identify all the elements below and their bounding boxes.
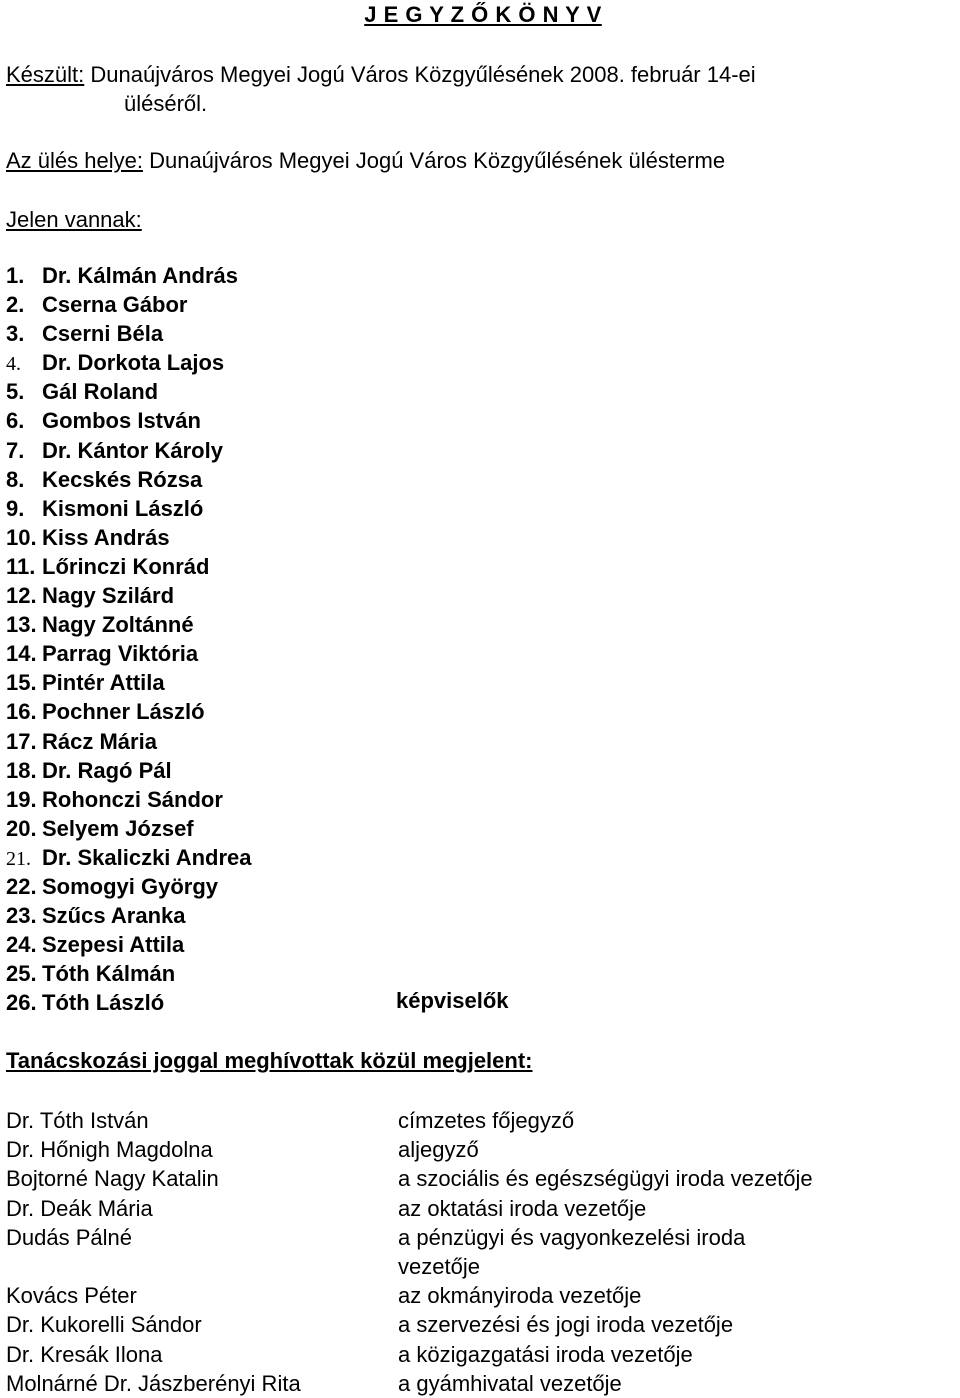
made-label: Készült: (6, 62, 85, 87)
list-item (6, 959, 252, 988)
representative-name: Selyem József (42, 815, 194, 841)
document-title: J E G Y Z Ő K Ö N Y V (364, 2, 602, 27)
invitee-row (6, 1310, 956, 1339)
list-item (6, 668, 252, 697)
list-number: 22. (6, 873, 37, 899)
list-item (6, 756, 252, 785)
invitee-row (6, 1340, 956, 1369)
list-item (6, 552, 252, 581)
list-item (6, 436, 252, 465)
invitee-role: a szervezési és jogi iroda vezetője (398, 1312, 734, 1338)
representative-name: Somogyi György (42, 873, 219, 899)
representative-name: Kismoni László (42, 495, 204, 521)
list-number: 14. (6, 641, 37, 667)
present-heading (6, 205, 142, 234)
invitee-row (6, 1164, 956, 1193)
invitee-row (6, 1135, 956, 1164)
invitee-role: vezetője (398, 1254, 480, 1280)
list-number: 5. (6, 379, 25, 405)
representatives-list (6, 261, 252, 1017)
list-number: 4. (6, 353, 21, 376)
invitee-role: a pénzügyi és vagyonkezelési iroda (398, 1224, 746, 1250)
invitee-name: Bojtorné Nagy Katalin (6, 1166, 219, 1192)
made-text-line1: Dunaújváros Megyei Jogú Város Közgyűlésének 2008. február 14-ei (84, 62, 756, 87)
list-number: 8. (6, 466, 25, 492)
place-text: Dunaújváros Megyei Jogú Város Közgyűlésének ülésterme (142, 148, 726, 173)
place-label: Az ülés helye: (6, 148, 143, 173)
invitees-list (6, 1106, 956, 1398)
invitee-name: Molnárné Dr. Jászberényi Rita (6, 1370, 301, 1396)
invitee-row (6, 1369, 956, 1398)
list-item (6, 901, 252, 930)
invitee-name: Dr. Kukorelli Sándor (6, 1312, 202, 1338)
representative-name: Nagy Zoltánné (42, 612, 194, 638)
representative-name: Dr. Kálmán András (42, 263, 239, 288)
list-number: 3. (6, 321, 25, 347)
representative-name: Pochner László (42, 699, 205, 725)
list-number: 13. (6, 612, 37, 638)
list-item (6, 610, 252, 639)
meeting-place (6, 146, 725, 175)
list-item (6, 290, 252, 319)
list-item (6, 872, 252, 901)
list-number: 25. (6, 961, 37, 987)
advisory-heading: Tanácskozási joggal meghívottak közül megjelent: (6, 1048, 533, 1073)
representative-name: Cserni Béla (42, 321, 164, 347)
representative-name: Tóth László (42, 990, 165, 1016)
representatives-role: képviselők (396, 988, 509, 1013)
invitee-name: Dudás Pálné (6, 1224, 132, 1250)
list-item (6, 581, 252, 610)
invitee-row (6, 1106, 956, 1135)
representative-name: Lőrinczi Konrád (42, 553, 210, 579)
representative-name: Szepesi Attila (42, 932, 185, 958)
representative-name: Tóth Kálmán (42, 961, 176, 987)
list-number: 17. (6, 728, 37, 754)
list-number: 16. (6, 699, 37, 725)
present-label: Jelen vannak: (6, 207, 142, 232)
list-item (6, 814, 252, 843)
representative-name: Szűcs Aranka (42, 903, 186, 929)
representative-name: Rohonczi Sándor (42, 786, 223, 812)
representative-name: Rácz Mária (42, 728, 157, 754)
representative-name: Kecskés Rózsa (42, 466, 203, 492)
list-item (6, 639, 252, 668)
made-paragraph (6, 60, 956, 118)
invitee-name: Dr. Kresák Ilona (6, 1341, 163, 1367)
list-item (6, 523, 252, 552)
list-number: 6. (6, 408, 25, 434)
representative-name: Dr. Kántor Károly (42, 437, 223, 463)
representative-name: Kiss András (42, 524, 170, 550)
list-item (6, 843, 252, 872)
invitee-name: Dr. Hőnigh Magdolna (6, 1137, 213, 1163)
representative-name: Nagy Szilárd (42, 583, 175, 609)
representative-name: Parrag Viktória (42, 641, 199, 667)
invitee-role: a közigazgatási iroda vezetője (398, 1341, 693, 1367)
list-number: 24. (6, 932, 37, 958)
list-number: 23. (6, 903, 37, 929)
list-number: 9. (6, 495, 25, 521)
list-item (6, 465, 252, 494)
representative-name: Gál Roland (42, 379, 159, 405)
list-item (6, 727, 252, 756)
list-item (6, 348, 252, 377)
list-item (6, 785, 252, 814)
invitee-role: a gyámhivatal vezetője (398, 1370, 622, 1396)
list-number: 21. (6, 847, 31, 870)
representative-name: Dr. Dorkota Lajos (42, 350, 225, 376)
invitee-row (6, 1223, 956, 1252)
invitee-role: az oktatási iroda vezetője (398, 1195, 647, 1221)
invitee-name: Dr. Tóth István (6, 1108, 149, 1133)
list-item (6, 988, 252, 1017)
invitee-name: Kovács Péter (6, 1283, 137, 1309)
list-number: 26. (6, 990, 37, 1016)
list-number: 1. (6, 263, 25, 288)
list-item (6, 930, 252, 959)
made-text-line2: üléséről. (124, 91, 208, 116)
list-number: 7. (6, 437, 25, 463)
representative-name: Cserna Gábor (42, 292, 188, 318)
list-number: 11. (6, 553, 36, 579)
representative-name: Pintér Attila (42, 670, 165, 696)
list-item (6, 697, 252, 726)
list-item (6, 261, 252, 290)
list-item (6, 494, 252, 523)
invitee-name (6, 1252, 398, 1281)
representative-name: Gombos István (42, 408, 201, 434)
list-number: 15. (6, 670, 37, 696)
list-number: 18. (6, 757, 37, 783)
list-item (6, 406, 252, 435)
list-number: 19. (6, 786, 37, 812)
invitee-role: aljegyző (398, 1137, 479, 1163)
list-item (6, 319, 252, 348)
list-number: 12. (6, 583, 37, 609)
list-number: 20. (6, 815, 37, 841)
list-number: 2. (6, 292, 25, 318)
representative-name: Dr. Skaliczki Andrea (42, 844, 252, 870)
list-item (6, 377, 252, 406)
list-number: 10. (6, 524, 37, 550)
invitee-row (6, 1194, 956, 1223)
representative-name: Dr. Ragó Pál (42, 757, 172, 783)
invitee-role: címzetes főjegyző (398, 1108, 575, 1133)
invitee-role: az okmányiroda vezetője (398, 1283, 642, 1309)
invitee-role: a szociális és egészségügyi iroda vezetője (398, 1166, 813, 1192)
invitee-name: Dr. Deák Mária (6, 1195, 153, 1221)
invitee-row (6, 1281, 956, 1310)
invitee-row (6, 1252, 956, 1281)
